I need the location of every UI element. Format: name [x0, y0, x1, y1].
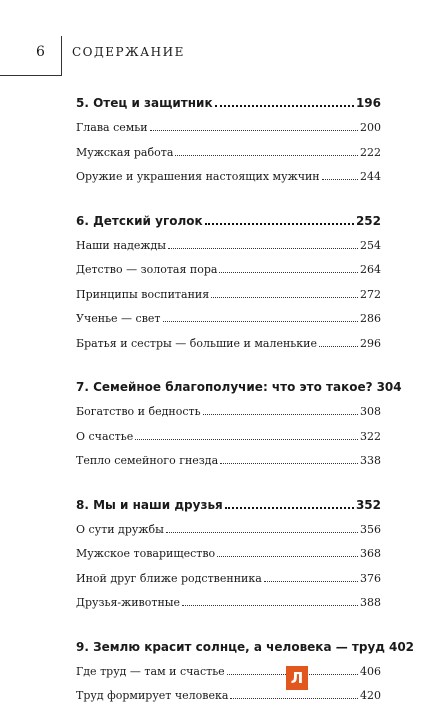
dot-leader [211, 288, 358, 298]
toc-chapter[interactable] [76, 497, 381, 523]
dot-leader [217, 547, 358, 557]
toc-entry-page-number: 244 [360, 170, 381, 184]
dot-leader [135, 430, 358, 440]
toc-entry-page-number: 338 [360, 454, 381, 468]
toc-entry-page-number: 376 [360, 571, 381, 585]
toc-entry-title: Тепло семейного гнезда [76, 454, 219, 468]
dot-leader [220, 454, 358, 464]
toc-chapter-title: 5. Отец и защитник [76, 96, 213, 111]
toc-entry[interactable] [76, 121, 381, 146]
toc-entry-title: Наши надежды [76, 238, 167, 252]
toc-chapter[interactable] [76, 379, 402, 405]
toc-entry[interactable] [76, 170, 381, 195]
toc-entry-page-number: 286 [360, 312, 381, 326]
toc-entry-page-number: 264 [360, 263, 381, 277]
toc-entry-page-number: 356 [360, 522, 381, 536]
toc-chapter-title: 8. Мы и наши друзья [76, 497, 223, 512]
running-title: СОДЕРЖАНИЕ [72, 45, 185, 59]
toc-entry-title: Детство — золотая пора [76, 263, 218, 277]
publisher-logo [286, 666, 308, 690]
toc-chapter-page-number: 252 [355, 213, 381, 228]
page-header [0, 36, 433, 76]
toc-entry-page-number: 272 [360, 287, 381, 301]
toc-chapter[interactable] [76, 213, 381, 239]
toc-section [76, 639, 415, 714]
header-rule [0, 36, 62, 76]
page-number: 6 [36, 44, 46, 60]
toc-chapter-page-number: 196 [355, 96, 381, 111]
toc-entry[interactable] [76, 312, 381, 337]
toc-entry-title: Где труд — там и счастье [76, 664, 225, 678]
toc-entry[interactable] [76, 405, 381, 430]
toc-entry-title: Богатство и бедность [76, 405, 201, 419]
toc-entry-page-number: 388 [360, 596, 381, 610]
toc-entry-title: Глава семьи [76, 121, 148, 135]
toc-entry-title: Мужская работа [76, 145, 174, 159]
toc-chapter-page-number: 304 [376, 380, 402, 395]
toc-chapter-page-number: 352 [355, 497, 381, 512]
toc-entry-page-number: 368 [360, 547, 381, 561]
toc-entry-page-number: 308 [360, 405, 381, 419]
toc-entry-title: Братья и сестры — большие и маленькие [76, 336, 317, 350]
dot-leader [215, 95, 354, 107]
toc-entry[interactable] [76, 572, 381, 597]
toc-entry[interactable] [76, 239, 381, 264]
toc-entry-title: Мужское товарищество [76, 547, 216, 561]
table-of-contents [76, 95, 415, 714]
dot-leader [182, 596, 358, 606]
toc-entry[interactable] [76, 596, 381, 621]
toc-entry[interactable] [76, 523, 381, 548]
toc-entry-title: Друзья-животные [76, 596, 181, 610]
toc-chapter[interactable] [76, 95, 381, 121]
toc-entry[interactable] [76, 288, 381, 313]
toc-entry[interactable] [76, 263, 381, 288]
dot-leader [219, 263, 358, 273]
dot-leader [175, 146, 358, 156]
dot-leader [322, 170, 358, 180]
toc-chapter-title: 7. Семейное благополучие: что это такое? [76, 380, 373, 395]
dot-leader [225, 497, 354, 509]
toc-entry-page-number: 254 [360, 238, 381, 252]
toc-entry-title: Ученье — свет [76, 312, 161, 326]
toc-entry-title: О счастье [76, 429, 134, 443]
dot-leader [166, 523, 358, 533]
dot-leader [203, 405, 358, 415]
toc-entry-page-number: 406 [360, 664, 381, 678]
toc-chapter-title: 6. Детский уголок [76, 213, 203, 228]
toc-section [76, 213, 381, 362]
toc-entry-title: Иной друг ближе родственника [76, 571, 262, 585]
toc-section [76, 379, 402, 479]
toc-entry-title: Труд формирует человека [76, 689, 229, 703]
toc-entry-title: Принципы воспитания [76, 287, 210, 301]
dot-leader [150, 121, 358, 131]
toc-section [76, 497, 381, 621]
dot-leader [264, 572, 358, 582]
toc-entry[interactable] [76, 547, 381, 572]
dot-leader [163, 312, 358, 322]
dot-leader [319, 337, 358, 347]
toc-entry[interactable] [76, 665, 381, 690]
toc-entry-page-number: 200 [360, 121, 381, 135]
toc-entry-title: О сути дружбы [76, 522, 164, 536]
toc-chapter-page-number: 402 [388, 639, 415, 654]
toc-chapter[interactable] [76, 639, 415, 665]
toc-entry-page-number: 322 [360, 429, 381, 443]
dot-leader [230, 689, 358, 699]
toc-entry[interactable] [76, 430, 381, 455]
dot-leader [205, 213, 354, 225]
toc-entry-page-number: 222 [360, 145, 381, 159]
logo-letter: Л [290, 668, 304, 687]
toc-entry-page-number: 420 [360, 689, 381, 703]
toc-entry-title: Оружие и украшения настоящих мужчин [76, 170, 320, 184]
toc-entry[interactable] [76, 454, 381, 479]
toc-section [76, 95, 381, 195]
toc-entry-page-number: 296 [360, 336, 381, 350]
toc-chapter-title: 9. Землю красит солнце, а человека — труд [76, 639, 385, 654]
dot-leader [168, 239, 358, 249]
toc-entry[interactable] [76, 337, 381, 362]
toc-entry[interactable] [76, 146, 381, 171]
toc-entry[interactable] [76, 689, 381, 714]
